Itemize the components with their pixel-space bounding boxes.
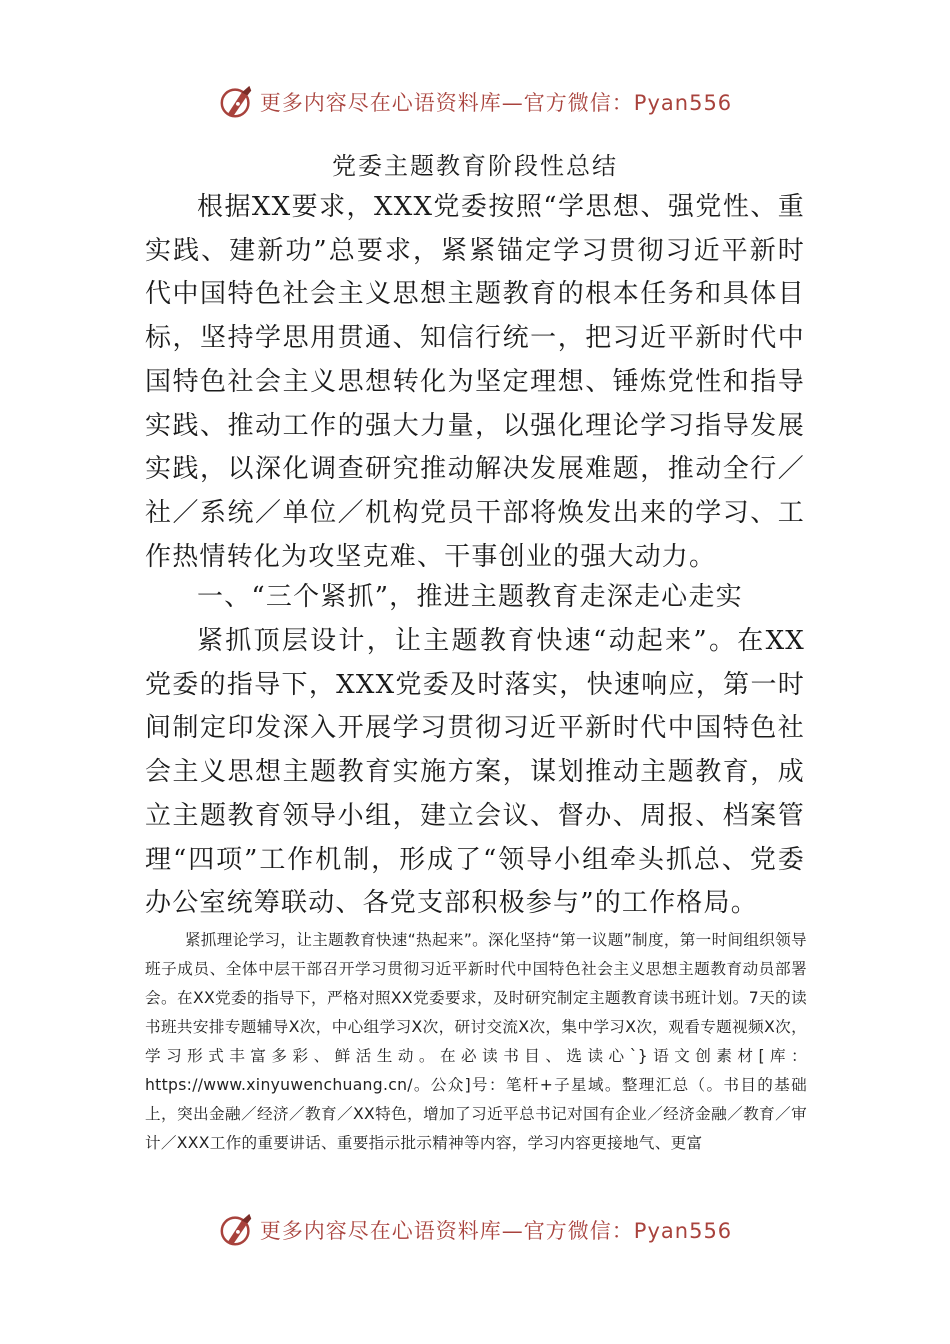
section-heading-1: 一、“三个紧抓”，推进主题教育走深走心走实 <box>197 582 743 612</box>
paragraph-top-level-design: 紧抓顶层设计，让主题教育快速“动起来”。在XX党委的指导下，XXX党委及时落实，快速响应，第一时间制定印发深入开展学习贯彻习近平新时代中国特色社会主义思想主题教育实施方案，谋划推动主题教育，成立主题教育领导小组，建立会议、督办、周报、档案管理“四项”工作机制，形成了“领导小组牵头抓总、党委办公室统筹联动、各党支部积极参与”的工作格局。 <box>145 626 805 919</box>
banner-text: 更多内容尽在心语资料库—官方微信：Pyan556 <box>259 91 733 115</box>
paragraph-intro: 根据XX要求，XXX党委按照“学思想、强党性、重实践、建新功”总要求，紧紧锚定学习贯彻习近平新时代中国特色社会主义思想主题教育的根本任务和具体目标，坚持学思用贯通、知信行统一，把习近平新时代中国特色社会主义思想转化为坚定理想、锤炼党性和指导实践、推动工作的强大力量，以强化理论学习指导发展实践，以深化调查研究推动解决发展难题，推动全行／社／系统／单位／机构党员干部将焕发出来的学习、工作热情转化为攻坚克难、干事创业的强大动力。 <box>145 192 805 572</box>
pen-nib-circle-logo-icon <box>218 83 256 121</box>
banner-text: 更多内容尽在心语资料库—官方微信：Pyan556 <box>259 1219 733 1243</box>
footer-watermark-banner <box>0 1210 950 1250</box>
paragraph-theory-study: 紧抓理论学习，让主题教育快速“热起来”。深化坚持“第一议题”制度，第一时间组织领导班子成员、全体中层干部召开学习贯彻习近平新时代中国特色社会主义思想主题教育动员部署会。在XX党委的指导下，严格对照XX党委要求，及时研究制定主题教育读书班计划。7天的读书班共安排专题辅导X次，中心组学习X次，研讨交流X次，集中学习X次，观看专题视频X次，学习形式丰富多彩、鲜活生动。在必读书目、选读心`}语文创素材[库：https://www.xinyuwenchuang.cn/。公众]号：笔杆+子星域。整理汇总（。书目的基础上，突出金融／经济／教育／XX特色，增加了习近平总书记对国有企业／经济金融／教育／审计／XXX工作的重要讲话、重要指示批示精神等内容，学习内容更接地气、更富 <box>145 931 807 1152</box>
pen-nib-circle-logo-icon <box>218 1211 256 1249</box>
document-title: 党委主题教育阶段性总结 <box>332 152 618 180</box>
header-watermark-banner <box>0 82 950 122</box>
